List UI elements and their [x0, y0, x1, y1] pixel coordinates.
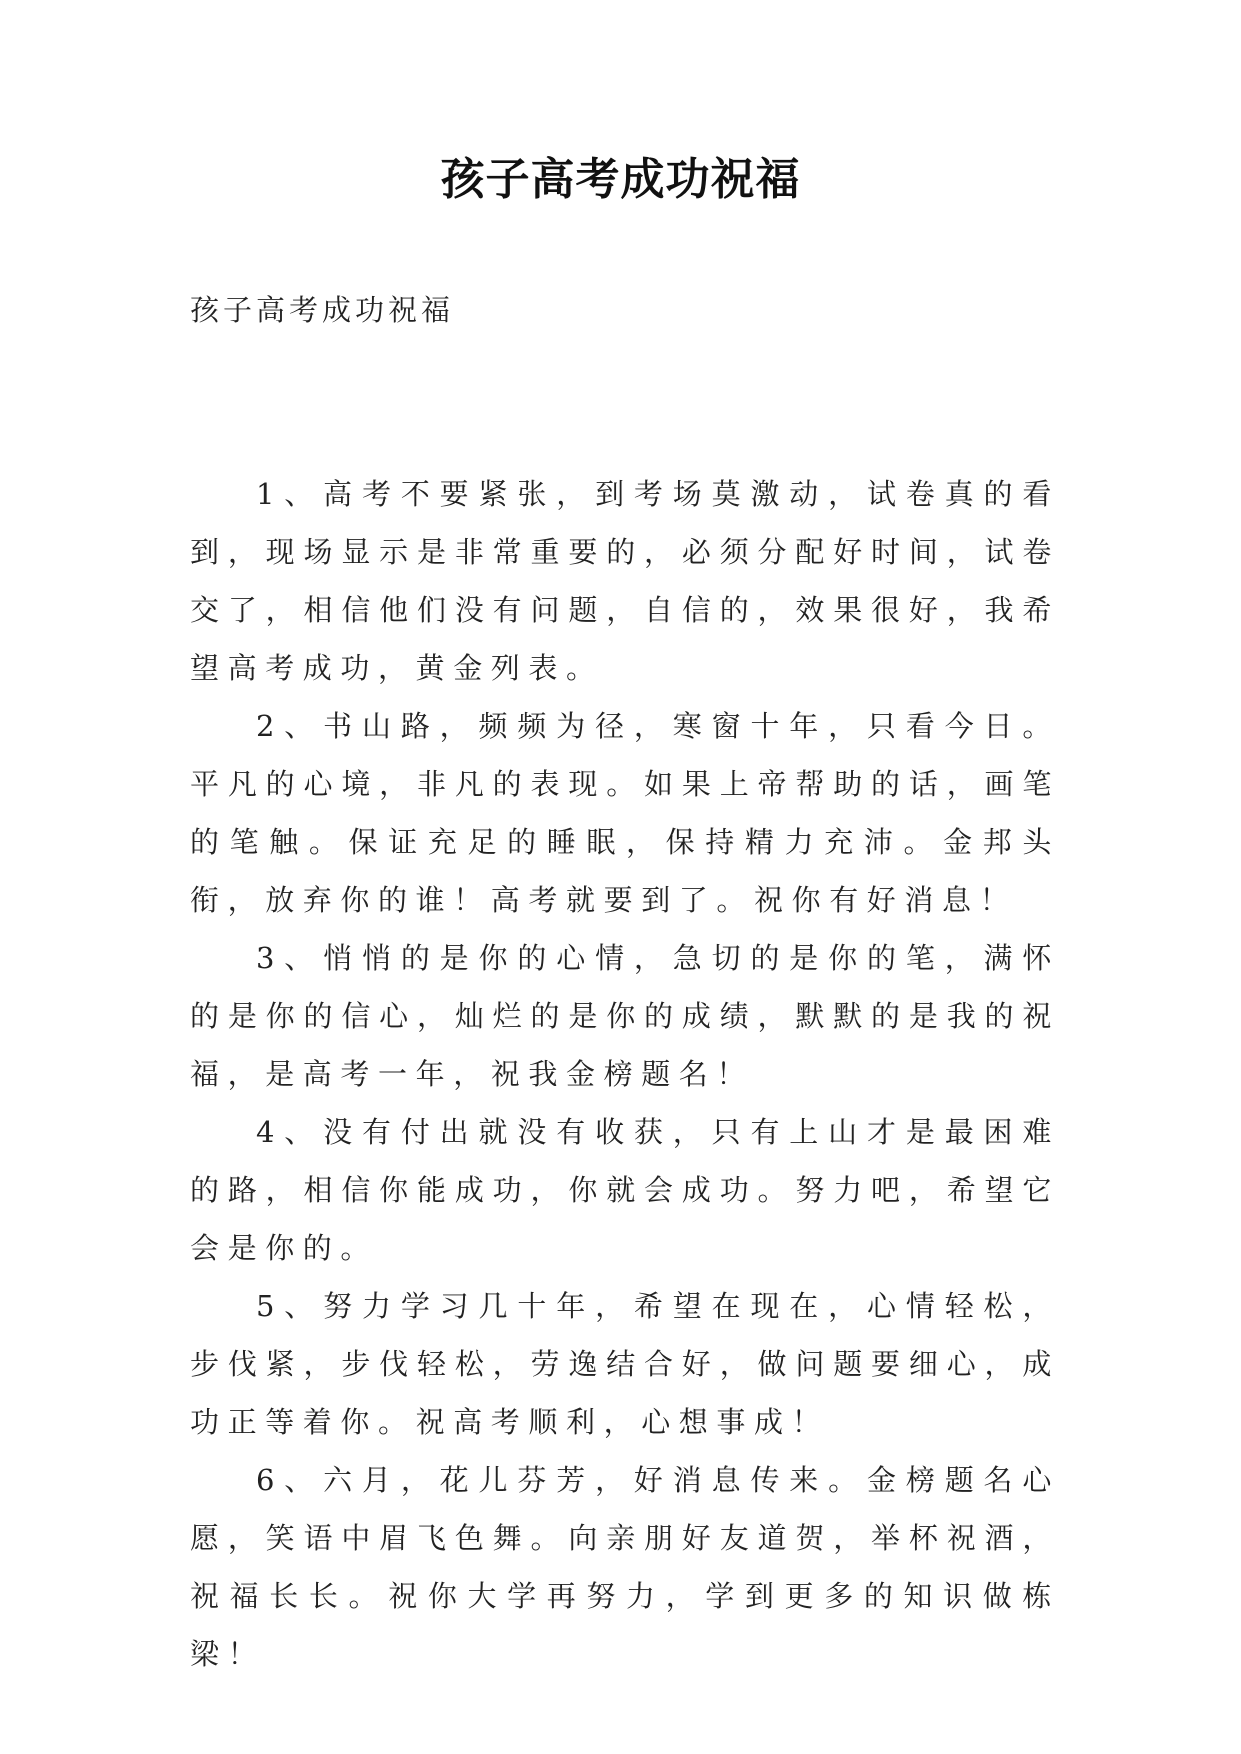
paragraph-5: 5、努力学习几十年，希望在现在，心情轻松，步伐紧，步伐轻松，劳逸结合好，做问题要细心，成功正等着你。祝高考顺利，心想事成！ [190, 1289, 1060, 1439]
paragraph-2: 2、书山路，频频为径，寒窗十年，只看今日。平凡的心境，非凡的表现。如果上帝帮助的话，画笔的笔触。保证充足的睡眠，保持精力充沛。金邦头衔，放弃你的谁！高考就要到了。祝你有好消息！ [190, 709, 1060, 917]
page-title: 孩子高考成功祝福 [440, 154, 801, 205]
paragraph-6: 6、六月，花儿芬芳，好消息传来。金榜题名心愿，笑语中眉飞色舞。向亲朋好友道贺，举杯祝酒，祝福长长。祝你大学再努力，学到更多的知识做栋梁！ [190, 1463, 1060, 1671]
document-body [190, 465, 1060, 1683]
paragraph-1: 1、高考不要紧张，到考场莫激动，试卷真的看到，现场显示是非常重要的，必须分配好时间，试卷交了，相信他们没有问题，自信的，效果很好，我希望高考成功，黄金列表。 [190, 477, 1060, 685]
paragraph-3: 3、悄悄的是你的心情，急切的是你的笔，满怀的是你的信心，灿烂的是你的成绩，默默的是我的祝福，是高考一年，祝我金榜题名！ [190, 941, 1060, 1091]
paragraph-4: 4、没有付出就没有收获，只有上山才是最困难的路，相信你能成功，你就会成功。努力吧，希望它会是你的。 [190, 1115, 1060, 1265]
document-subtitle: 孩子高考成功祝福 [190, 293, 455, 327]
